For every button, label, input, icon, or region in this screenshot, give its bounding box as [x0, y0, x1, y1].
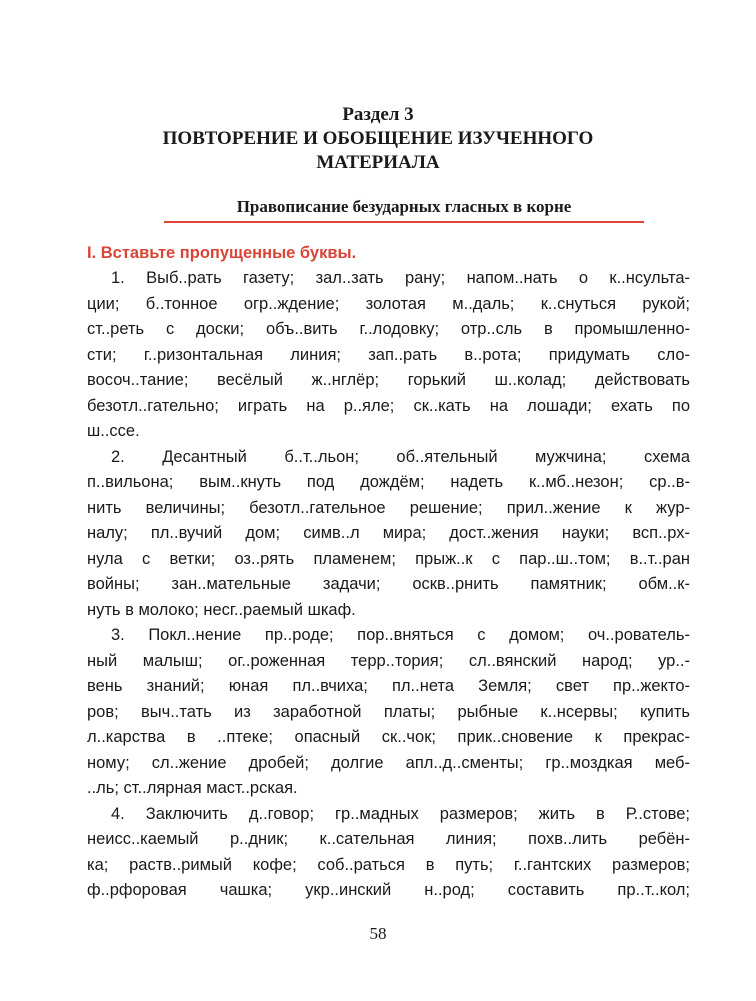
task-heading: I. Вставьте пропущенные буквы.: [87, 244, 357, 262]
exercise-line: сти; г..ризонтальная линия; зап..рать в..рота; придумать сло-: [87, 345, 690, 364]
exercise-3: [87, 623, 690, 802]
exercise-line: вень знаний; юная пл..вчиха; пл..нета Земля; свет пр..жекто-: [87, 677, 690, 695]
exercise-line: ции; б..тонное огр..ждение; золотая м..даль; к..снуться рукой;: [87, 294, 690, 313]
exercise-line: ..ль; ст..лярная маст..рская.: [87, 779, 298, 797]
exercise-line: 2. Десантный б..т..льон; об..ятельный мужчина; схема: [111, 447, 690, 466]
exercise-line: войны; зан..мательные задачи; оскв..рнить памятник; обм..к-: [87, 575, 690, 593]
exercise-line: ров; выч..тать из заработной платы; рыбные к..нсервы; купить: [87, 702, 690, 721]
exercise-line: 1. Выб..рать газету; зал..зать рану; напом..нать о к..нсульта-: [111, 269, 690, 287]
exercise-2: [87, 445, 690, 624]
topic-title: Правописание безударных гласных в корне: [164, 196, 644, 223]
exercise-line: безотл..гательно; играть на р..яле; ск..кать на лошади; ехать по: [87, 396, 690, 415]
page-number: 58: [369, 924, 387, 943]
exercise-line: ф..рфоровая чашка; укр..инский н..род; составить пр..т..кол;: [87, 881, 690, 899]
exercise-line: ному; сл..жение дробей; долгие апл..д..сменты; гр..моздкая меб-: [87, 753, 690, 772]
exercise-list: [87, 266, 690, 904]
exercise-line: восоч..тание; весёлый ж..нглёр; горький ш..колад; действовать: [87, 371, 690, 389]
section-header: [0, 103, 756, 175]
section-title-line-2: МАТЕРИАЛА: [316, 152, 440, 173]
exercise-line: ст..реть с доски; объ..вить г..лодовку; отр..сль в промышленно-: [87, 320, 690, 338]
exercise-line: 3. Покл..нение пр..роде; пор..вняться с домом; оч..рователь-: [111, 626, 690, 644]
exercise-1: [87, 266, 690, 445]
exercise-line: неисс..каемый р..дник; к..сательная линия; похв..лить ребён-: [87, 830, 690, 848]
exercise-line: л..карства в ..птеке; опасный ск..чок; прик..сновение к прекрас-: [87, 728, 690, 746]
exercise-line: ка; раств..римый кофе; соб..раться в путь; г..гантских размеров;: [87, 855, 690, 874]
exercise-line: нить величины; безотл..гательное решение; прил..жение к жур-: [87, 498, 690, 517]
exercise-line: нула с ветки; оз..рять пламенем; прыж..к с пар..ш..том; в..т..ран: [87, 549, 690, 568]
exercise-line: ный малыш; ог..роженная терр..тория; сл..вянский народ; ур..-: [87, 651, 690, 670]
exercise-line: 4. Заключить д..говор; гр..мадных размеров; жить в Р..стове;: [111, 804, 690, 823]
exercise-line: п..вильона; вым..кнуть под дождём; надеть к..мб..незон; ср..в-: [87, 473, 690, 491]
section-title-line-1: ПОВТОРЕНИЕ И ОБОБЩЕНИЕ ИЗУЧЕННОГО: [162, 128, 594, 149]
section-label: Раздел 3: [342, 104, 414, 125]
exercise-line: налу; пл..вучий дом; симв..л мира; дост..жения науки; всп..рх-: [87, 524, 690, 542]
exercise-line: нуть в молоко; несг..раемый шкаф.: [87, 600, 356, 619]
exercise-line: ш..ссе.: [87, 422, 140, 440]
exercise-4: [87, 802, 690, 904]
